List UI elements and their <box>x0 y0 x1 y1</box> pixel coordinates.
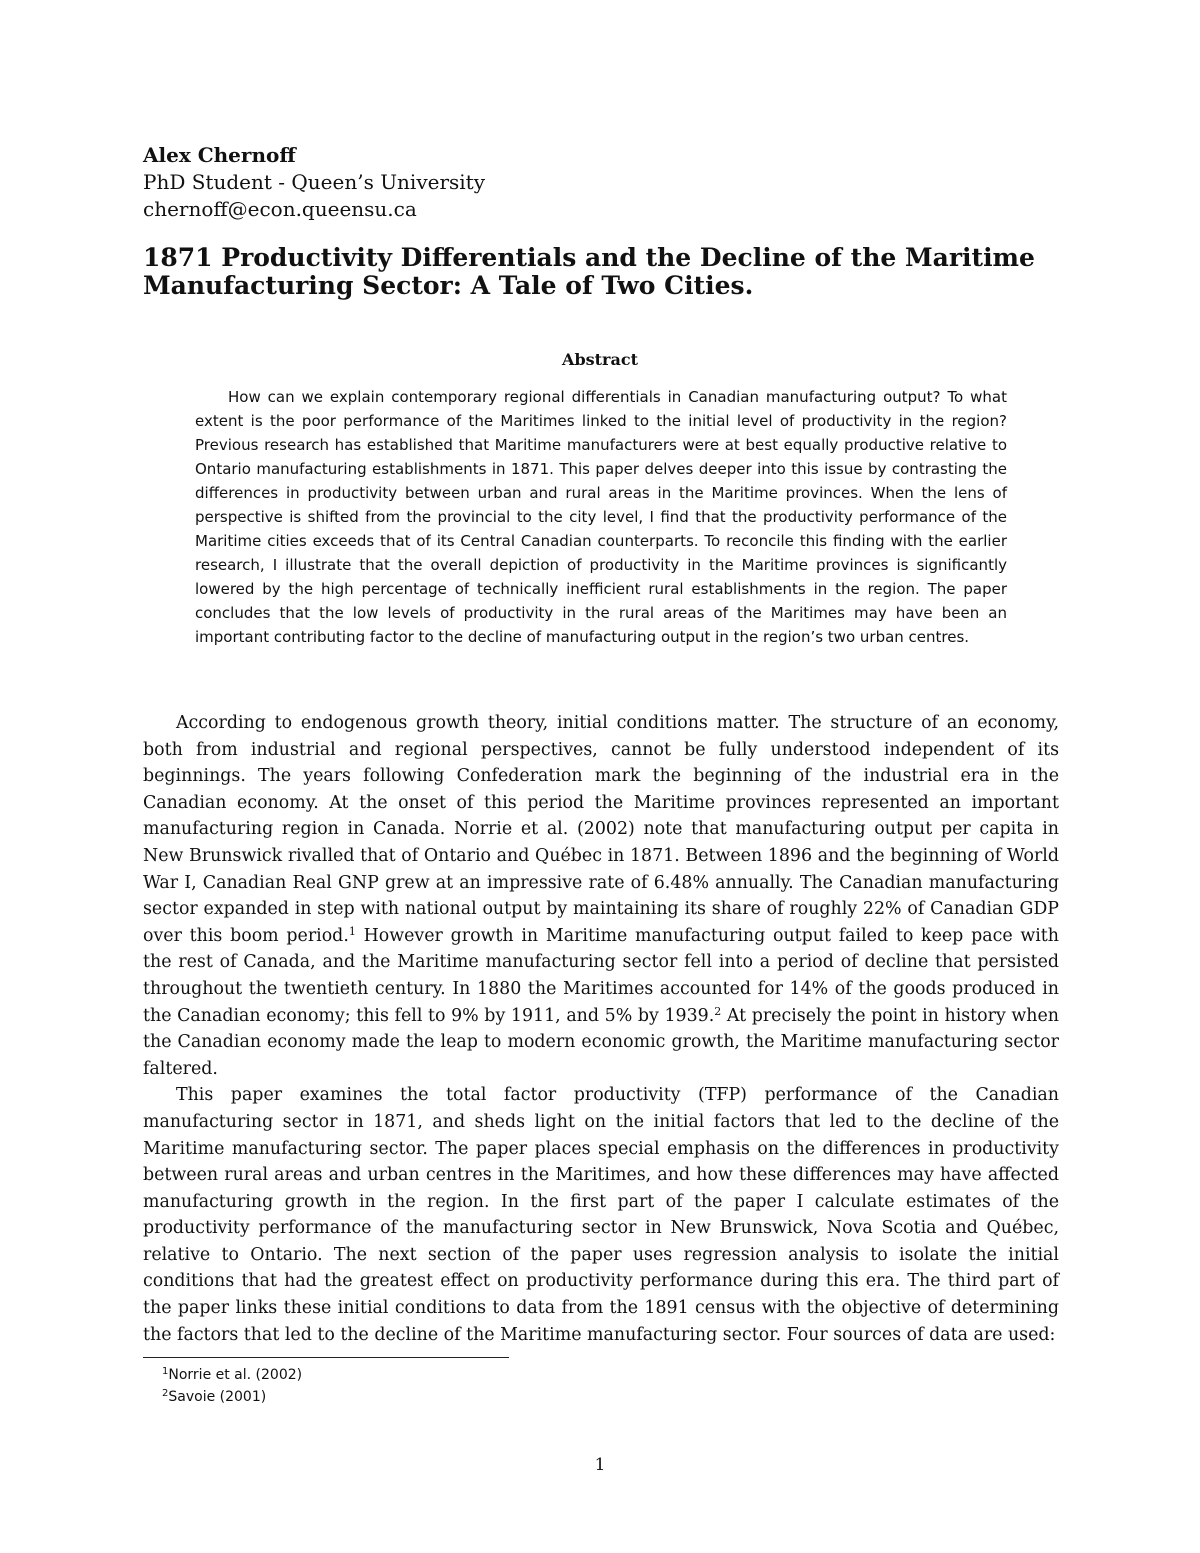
paper-title: 1871 Productivity Differentials and the Decline of the Maritime Manufacturing Sector: A Tale of Two Cities. <box>143 243 1035 300</box>
author-email: chernoff@econ.queensu.ca <box>143 197 417 221</box>
footnote-item <box>162 1386 302 1408</box>
footnote-rule <box>143 1357 509 1358</box>
abstract-text: How can we explain contemporary regional differentials in Canadian manufacturing output? To what extent is the poor performance of the Maritimes linked to the initial level of productivity in the region? Previous research has established that Maritime manufacturers were at best equally productive relative to Ontario manufacturing establishments in 1871. This paper delves deeper into this issue by contrasting the differences in productivity between urban and rural areas in the Maritime provinces. When the lens of perspective is shifted from the provincial to the city level, I find that the productivity performance of the Maritime cities exceeds that of its Central Canadian counterparts. To reconcile this finding with the earlier research, I illustrate that the overall depiction of productivity in the Maritime provinces is significantly lowered by the high percentage of technically inefficient rural establishments in the region. The paper concludes that the low levels of productivity in the rural areas of the Maritimes may have been an important contributing factor to the decline of manufacturing output in the region’s two urban centres. <box>195 388 1007 646</box>
paragraph-1 <box>143 710 1059 1082</box>
footnote-text: Norrie et al. (2002) <box>168 1367 303 1383</box>
author-affiliation: PhD Student - Queen’s University <box>143 170 486 194</box>
paragraph-1-part-3: At precisely the point in history when the Canadian economy made the leap to modern economic growth, the Maritime manufacturing sector faltered. <box>143 1005 1059 1079</box>
paragraph-1-part-1: According to endogenous growth theory, initial conditions matter. The structure of an economy, both from industrial and regional perspectives, cannot be fully understood independent of its beginnings. The years following Confederation mark the beginning of the industrial era in the Canadian economy. At the onset of this period the Maritime provinces represented an important manufacturing region in Canada. Norrie et al. (2002) note that manufacturing output per capita in New Brunswick rivalled that of Ontario and Québec in 1871. Between 1896 and the beginning of World War I, Canadian Real GNP grew at an impressive rate of 6.48% annually. The Canadian manufacturing sector expanded in step with national output by maintaining its share of roughly 22% of Canadian GDP over this boom period. <box>143 713 1059 946</box>
page-number: 1 <box>594 1455 606 1475</box>
paragraph-1-part-2: However growth in Maritime manufacturing output failed to keep pace with the rest of Canada, and the Maritime manufacturing sector fell into a period of decline that persisted throughout the twentieth century. In 1880 the Maritimes accounted for 14% of the goods produced in the Canadian economy; this fell to 9% by 1911, and 5% by 1939. <box>143 925 1060 1026</box>
footnote-mark-2: 2 <box>714 1004 722 1018</box>
footnote-mark: 2 <box>162 1388 169 1399</box>
author-block <box>143 142 485 223</box>
footnote-text: Savoie (2001) <box>168 1389 267 1405</box>
footnotes <box>162 1364 302 1408</box>
footnote-item <box>162 1364 302 1386</box>
author-name: Alex Chernoff <box>143 143 296 167</box>
footnote-mark: 1 <box>162 1366 169 1377</box>
body-text <box>143 710 1059 1348</box>
abstract-heading: Abstract <box>562 350 638 369</box>
footnote-mark-1: 1 <box>348 924 356 938</box>
paragraph-2: This paper examines the total factor productivity (TFP) performance of the Canadian manufacturing sector in 1871, and sheds light on the initial factors that led to the decline of the Maritime manufacturing sector. The paper places special emphasis on the differences in productivity between rural areas and urban centres in the Maritimes, and how these differences may have affected manufacturing growth in the region. In the first part of the paper I calculate estimates of the productivity performance of the manufacturing sector in New Brunswick, Nova Scotia and Québec, relative to Ontario. The next section of the paper uses regression analysis to isolate the initial conditions that had the greatest effect on productivity performance during this era. The third part of the paper links these initial conditions to data from the 1891 census with the objective of determining the factors that led to the decline of the Maritime manufacturing sector. Four sources of data are used: <box>143 1085 1059 1345</box>
